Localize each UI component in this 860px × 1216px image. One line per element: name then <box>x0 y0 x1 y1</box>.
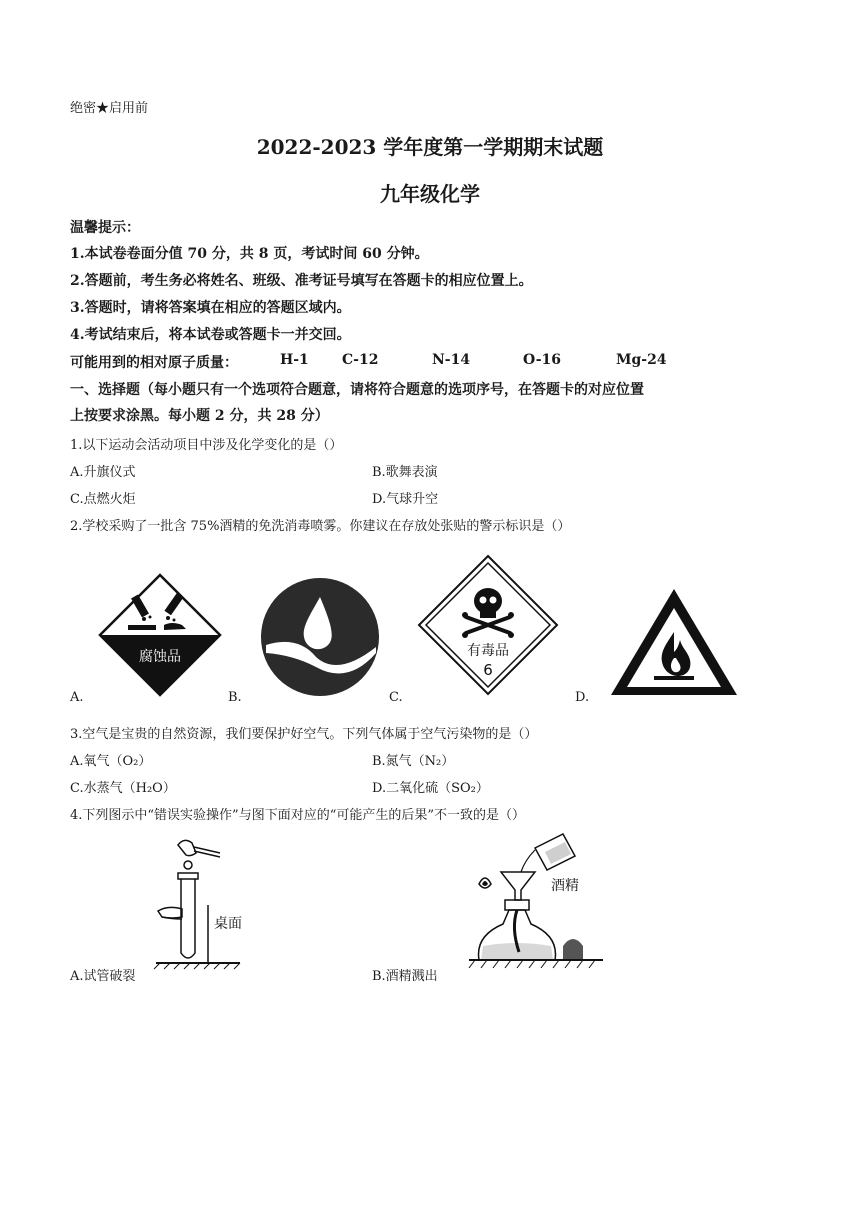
q2-option-b: B. <box>228 690 242 705</box>
flammable-sign-icon <box>608 586 740 698</box>
q3-option-c: C.水蒸气（H₂O） <box>70 781 176 796</box>
corrosive-label: 腐蚀品 <box>139 649 181 665</box>
confidential-mark: 绝密★启用前 <box>70 101 149 116</box>
q2-option-c: C. <box>389 690 403 705</box>
corrosive-sign-icon <box>98 573 248 698</box>
toxic-class-number: 6 <box>483 661 493 679</box>
atomic-mass-item: N-14 <box>432 352 471 368</box>
section-heading-cont: 上按要求涂黑。每小题 2 分，共 28 分） <box>70 408 329 424</box>
atomic-mass-item: O-16 <box>523 352 562 368</box>
exam-subtitle: 九年级化学 <box>380 182 480 206</box>
table-label: 桌面 <box>214 916 242 932</box>
question-4-stem: 4.下列图示中“错误实验操作”与图下面对应的“可能产生的后果”不一致的是（） <box>70 808 525 823</box>
atomic-mass-label: 可能用到的相对原子质量： <box>70 355 238 371</box>
exam-title: 2022-2023 学年度第一学期期末试题 <box>256 135 604 159</box>
atomic-mass-row <box>70 352 770 372</box>
q3-option-d: D.二氧化硫（SO₂） <box>372 781 489 796</box>
q1-option-a: A.升旗仪式 <box>70 465 136 480</box>
test-tube-figure-icon <box>148 835 248 973</box>
atomic-mass-item: H-1 <box>280 352 309 368</box>
tip-item: 1.本试卷卷面分值 70 分，共 8 页，考试时间 60 分钟。 <box>70 246 429 262</box>
q4-option-b: B.酒精溅出 <box>372 969 438 984</box>
q1-option-d: D.气球升空 <box>372 492 439 507</box>
tip-item: 4.考试结束后，将本试卷或答题卡一并交回。 <box>70 327 351 343</box>
alcohol-label: 酒精 <box>551 878 579 894</box>
q2-option-d: D. <box>575 690 590 705</box>
alcohol-lamp-figure-icon <box>465 828 607 978</box>
atomic-mass-item: C-12 <box>342 352 379 368</box>
question-1-stem: 1.以下运动会活动项目中涉及化学变化的是（） <box>70 438 343 453</box>
section-heading: 一、选择题（每小题只有一个选项符合题意，请将符合题意的选项序号，在答题卡的对应位置 <box>70 382 644 398</box>
question-3-stem: 3.空气是宝贵的自然资源，我们要保护好空气。下列气体属于空气污染物的是（） <box>70 727 538 742</box>
tip-item: 2.答题前，考生务必将姓名、班级、准考证号填写在答题卡的相应位置上。 <box>70 273 533 289</box>
q1-option-c: C.点燃火炬 <box>70 492 136 507</box>
q3-option-b: B.氮气（N₂） <box>372 754 455 769</box>
tip-item: 3.答题时，请将答案填在相应的答题区域内。 <box>70 300 351 316</box>
q1-option-b: B.歌舞表演 <box>372 465 438 480</box>
toxic-sign-icon <box>416 553 561 698</box>
water-drop-sign-icon <box>258 575 383 700</box>
q3-option-a: A.氧气（O₂） <box>70 754 152 769</box>
q4-option-a: A.试管破裂 <box>70 969 136 984</box>
atomic-mass-item: Mg-24 <box>616 352 667 368</box>
question-2-stem: 2.学校采购了一批含 75%酒精的免洗消毒喷雾。你建议在存放处张贴的警示标识是（） <box>70 519 571 534</box>
toxic-label: 有毒品 <box>467 643 509 659</box>
tips-heading: 温馨提示： <box>70 220 140 236</box>
q2-option-a: A. <box>70 690 84 705</box>
